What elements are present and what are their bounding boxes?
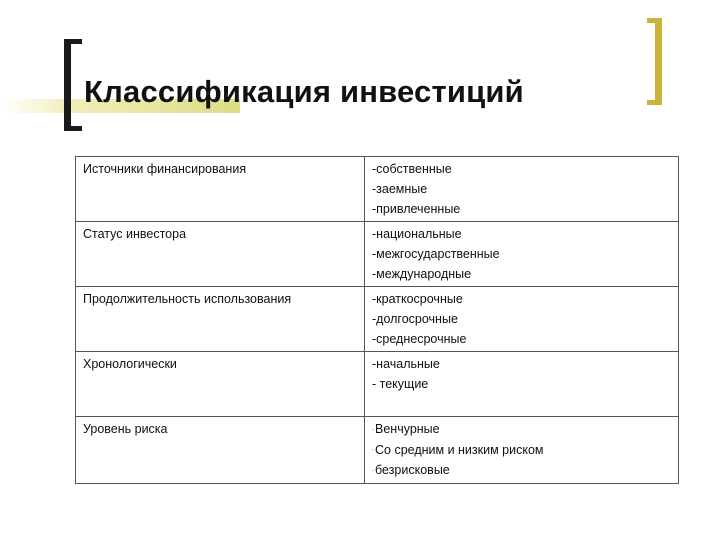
left-bracket-top [64,39,82,44]
row-value: -собственные [372,162,452,176]
left-bracket-icon [64,39,71,131]
classification-table [75,156,679,484]
row-value-text: Со средним и низким риском [375,442,544,457]
right-bracket-icon [655,18,662,105]
row-value: -международные [372,267,472,281]
row-value: -краткосрочные [372,292,463,306]
row-key: Хронологически [76,352,365,417]
row-value: -заемные [372,182,428,196]
row-value: - текущие [372,377,429,391]
row-values [365,352,679,417]
row-key: Продолжительность использования [76,287,365,352]
row-values [365,287,679,352]
table-row [76,287,679,352]
row-key: Источники финансирования [76,157,365,222]
row-key: Статус инвестора [76,222,365,287]
row-value: -национальные [372,227,462,241]
row-value: -среднесрочные [372,332,467,346]
row-value: -начальные [372,357,440,371]
row-value-text: Венчурные [375,422,440,436]
bullet-icon: - [372,468,374,475]
table-row [76,417,679,484]
table-row [76,222,679,287]
row-key: Уровень риска [76,417,365,484]
slide-title: Классификация инвестиций [84,74,524,109]
row-values [365,157,679,222]
bullet-icon: - [372,426,374,433]
table-row [76,352,679,417]
row-value [372,440,672,461]
left-bracket-bottom [64,126,82,131]
right-bracket-top [647,18,662,23]
row-values [365,222,679,287]
right-bracket-bottom [647,100,662,105]
row-value: -привлеченные [372,202,461,216]
row-value: -долгосрочные [372,312,458,326]
bullet-icon: - [372,447,374,454]
row-values [365,417,679,484]
row-value: -межгосударственные [372,247,500,261]
row-value [372,419,672,440]
row-value-text: безрисковые [375,463,450,478]
row-value [372,460,672,481]
table-row [76,157,679,222]
